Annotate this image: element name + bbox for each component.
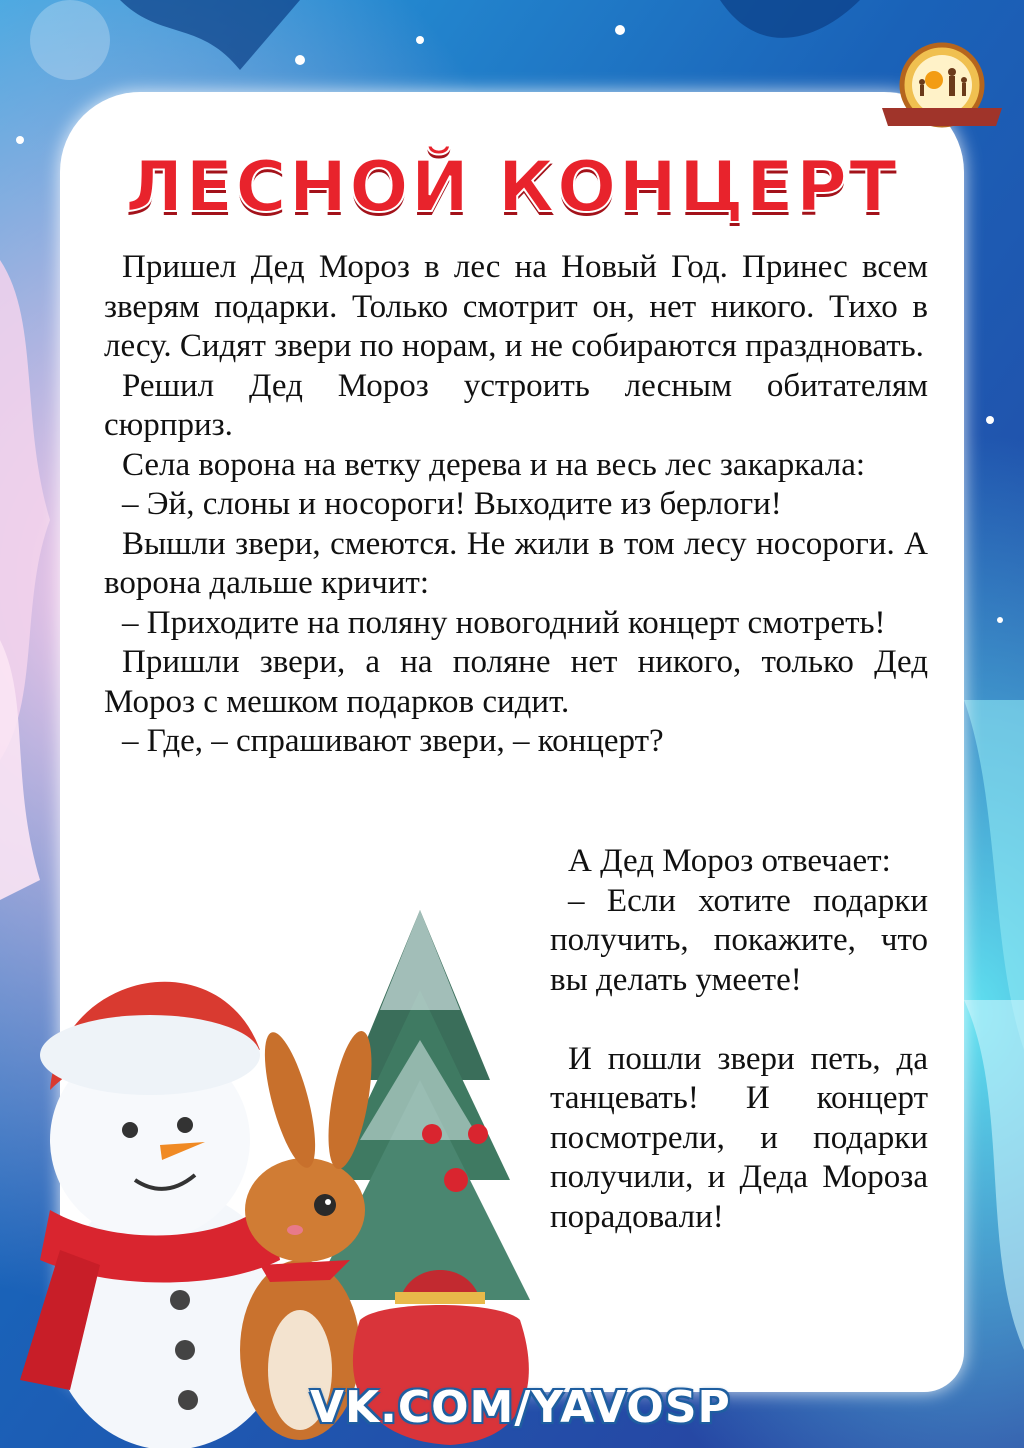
story-text	[104, 248, 928, 762]
story-paragraph: Вышли звери, смеются. Не жили в том лесу носороги. А ворона дальше кричит:	[104, 525, 928, 601]
story-paragraph: – Если хотите подарки получить, покажите, что вы делать умеете!	[550, 882, 928, 998]
story-paragraph: – Приходите на поляну новогодний концерт смотреть!	[122, 604, 886, 641]
story-paragraph: Решил Дед Мороз устроить лесным обитателям сюрприз.	[104, 367, 928, 443]
story-paragraph: Пришел Дед Мороз в лес на Новый Год. Принес всем зверям подарки. Только смотрит он, нет никого. Тихо в лесу. Сидят звери по норам, и не собираются праздновать.	[104, 249, 928, 364]
vk-link[interactable]: VK.COM/YAVOSP	[310, 1382, 731, 1433]
story-paragraph: И пошли звери петь, да танцевать! И концерт посмотрели, и подарки получили, и Деда Мороза порадовали!	[550, 1040, 928, 1235]
story-paragraph: Пришли звери, а на поляне нет никого, только Дед Мороз с мешком подарков сидит.	[104, 644, 928, 720]
story-paragraph: Села ворона на ветку дерева и на весь лес закаркала:	[122, 446, 866, 483]
story-paragraph: – Где, – спрашивают звери, – концерт?	[122, 723, 664, 759]
story-paragraph: – Эй, слоны и носороги! Выходите из берлоги!	[122, 486, 782, 522]
educator-logo-icon	[872, 40, 1012, 140]
story-paragraph: А Дед Мороз отвечает:	[568, 843, 891, 879]
page-title: ЛЕСНОЙ КОНЦЕРТ	[125, 146, 899, 228]
snowman-rabbit-illustration	[0, 880, 560, 1448]
story-ending-text	[550, 842, 928, 1237]
